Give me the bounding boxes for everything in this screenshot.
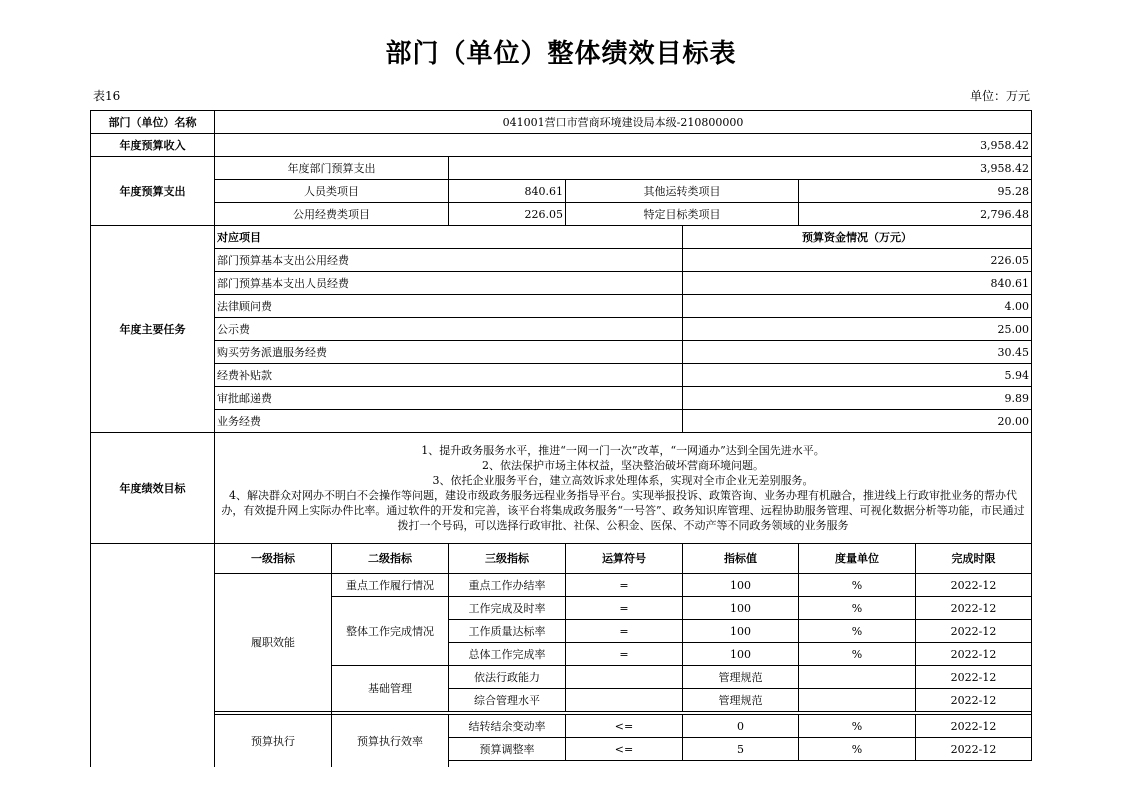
ind-val: 100 (683, 643, 799, 666)
personnel-value: 840.61 (449, 180, 566, 203)
ind-unit (799, 689, 916, 712)
task-name: 经费补贴款 (215, 364, 683, 387)
task-value: 4.00 (683, 295, 1032, 318)
ind-level1-a: 履职效能 (215, 574, 332, 712)
ind-date: 2022-12 (916, 643, 1032, 666)
ind-header-val: 指标值 (683, 544, 799, 574)
table-number: 表16 (93, 89, 121, 103)
task-name: 部门预算基本支出人员经费 (215, 272, 683, 295)
ind-date: 2022-12 (916, 689, 1032, 712)
ind-header-l1: 一级指标 (215, 544, 332, 574)
tasks-col-fund: 预算资金情况（万元） (683, 226, 1032, 249)
ind-l3: 工作完成及时率 (449, 597, 566, 620)
ind-op (566, 689, 683, 712)
ind-unit: % (799, 643, 916, 666)
public-label: 公用经费类项目 (215, 203, 449, 226)
task-value: 20.00 (683, 410, 1032, 433)
indicators-blank (91, 544, 215, 768)
ind-op: = (566, 643, 683, 666)
ind-header-l2: 二级指标 (332, 544, 449, 574)
ind-l3: 预算调整率 (449, 738, 566, 761)
expense-dept-label: 年度部门预算支出 (215, 157, 449, 180)
ind-unit: % (799, 738, 916, 761)
indicator-row (91, 574, 1032, 597)
ind-header-date: 完成时限 (916, 544, 1032, 574)
page-title: 部门（单位）整体绩效目标表 (385, 39, 737, 69)
specific-label: 特定目标类项目 (566, 203, 799, 226)
goal-line-4: 4、解决群众对网办不明白不会操作等问题，建设市级政务服务远程业务指导平台。实现举报投诉、政策咨询、业务办理有机融合，推进线上行政审批业务的帮办代办，有效提升网上实际办件比率。通过软件的开发和完善，该平台将集成政务服务“一号答”、政务知识库管理、远程协助服务管理、可视化数据分析等功能，市民通过拨打一个号码，可以选择行政审批、社保、公积金、医保、不动产等不同政务领域的业务服务 (221, 489, 1025, 532)
ind-op: <= (566, 738, 683, 761)
ind-header-op: 运算符号 (566, 544, 683, 574)
ind-unit: % (799, 574, 916, 597)
ind-val: 管理规范 (683, 689, 799, 712)
ind-val: 5 (683, 738, 799, 761)
expense-label: 年度预算支出 (91, 157, 215, 226)
task-name: 公示费 (215, 318, 683, 341)
ind-l3: 总体工作完成率 (449, 643, 566, 666)
ind-op: = (566, 574, 683, 597)
task-value: 840.61 (683, 272, 1032, 295)
task-name: 购买劳务派遣服务经费 (215, 341, 683, 364)
task-row (91, 387, 1032, 410)
ind-unit: % (799, 597, 916, 620)
task-value: 9.89 (683, 387, 1032, 410)
task-row (91, 341, 1032, 364)
ind-header-unit: 度量单位 (799, 544, 916, 574)
ind-val: 管理规范 (683, 666, 799, 689)
ind-level2-b: 整体工作完成情况 (332, 597, 449, 666)
task-row (91, 410, 1032, 433)
task-value: 5.94 (683, 364, 1032, 387)
specific-value: 2,796.48 (799, 203, 1032, 226)
ind-val: 100 (683, 574, 799, 597)
task-value: 226.05 (683, 249, 1032, 272)
public-value: 226.05 (449, 203, 566, 226)
goals-text (215, 433, 1032, 544)
task-row (91, 318, 1032, 341)
ind-date: 2022-12 (916, 715, 1032, 738)
task-value: 30.45 (683, 341, 1032, 364)
task-row (91, 272, 1032, 295)
task-row (91, 249, 1032, 272)
ind-op: <= (566, 715, 683, 738)
ind-unit (799, 666, 916, 689)
income-value: 3,958.42 (215, 134, 1032, 157)
ind-op: = (566, 620, 683, 643)
task-row (91, 364, 1032, 387)
dept-value: 041001营口市营商环境建设局本级-210800000 (215, 111, 1032, 134)
ind-level2-c: 基础管理 (332, 666, 449, 712)
ind-l3: 依法行政能力 (449, 666, 566, 689)
ind-level2-d: 预算执行效率 (332, 715, 449, 768)
ind-l3: 综合管理水平 (449, 689, 566, 712)
dept-label: 部门（单位）名称 (91, 111, 215, 134)
performance-table (90, 110, 1032, 767)
ind-level1-b: 预算执行 (215, 715, 332, 768)
ind-date: 2022-12 (916, 666, 1032, 689)
ind-val: 100 (683, 620, 799, 643)
expense-dept-value: 3,958.42 (449, 157, 1032, 180)
ind-date: 2022-12 (916, 620, 1032, 643)
personnel-label: 人员类项目 (215, 180, 449, 203)
task-name: 法律顾问费 (215, 295, 683, 318)
task-name: 部门预算基本支出公用经费 (215, 249, 683, 272)
ind-op (566, 666, 683, 689)
ind-date: 2022-12 (916, 574, 1032, 597)
ind-val: 100 (683, 597, 799, 620)
other-label: 其他运转类项目 (566, 180, 799, 203)
ind-date: 2022-12 (916, 738, 1032, 761)
ind-unit: % (799, 715, 916, 738)
tasks-col-item: 对应项目 (215, 226, 683, 249)
ind-op: = (566, 597, 683, 620)
ind-header-l3: 三级指标 (449, 544, 566, 574)
ind-level2-a: 重点工作履行情况 (332, 574, 449, 597)
goal-line-2: 2、依法保护市场主体权益，坚决整治破坏营商环境问题。 (482, 459, 765, 472)
ind-l3: 工作质量达标率 (449, 620, 566, 643)
task-row (91, 295, 1032, 318)
goal-line-1: 1、提升政务服务水平，推进“一网一门一次”改革，“一网通办”达到全国先进水平。 (421, 444, 825, 457)
task-name: 审批邮递费 (215, 387, 683, 410)
goal-line-3: 3、依托企业服务平台，建立高效诉求处理体系，实现对全市企业无差别服务。 (432, 474, 814, 487)
ind-val: 0 (683, 715, 799, 738)
unit-label: 单位：万元 (969, 89, 1030, 103)
income-label: 年度预算收入 (91, 134, 215, 157)
tasks-label: 年度主要任务 (91, 226, 215, 433)
goals-label: 年度绩效目标 (91, 433, 215, 544)
ind-l3: 重点工作办结率 (449, 574, 566, 597)
indicator-row (91, 715, 1032, 738)
ind-unit: % (799, 620, 916, 643)
ind-date: 2022-12 (916, 597, 1032, 620)
task-name: 业务经费 (215, 410, 683, 433)
task-value: 25.00 (683, 318, 1032, 341)
ind-l3: 结转结余变动率 (449, 715, 566, 738)
other-value: 95.28 (799, 180, 1032, 203)
